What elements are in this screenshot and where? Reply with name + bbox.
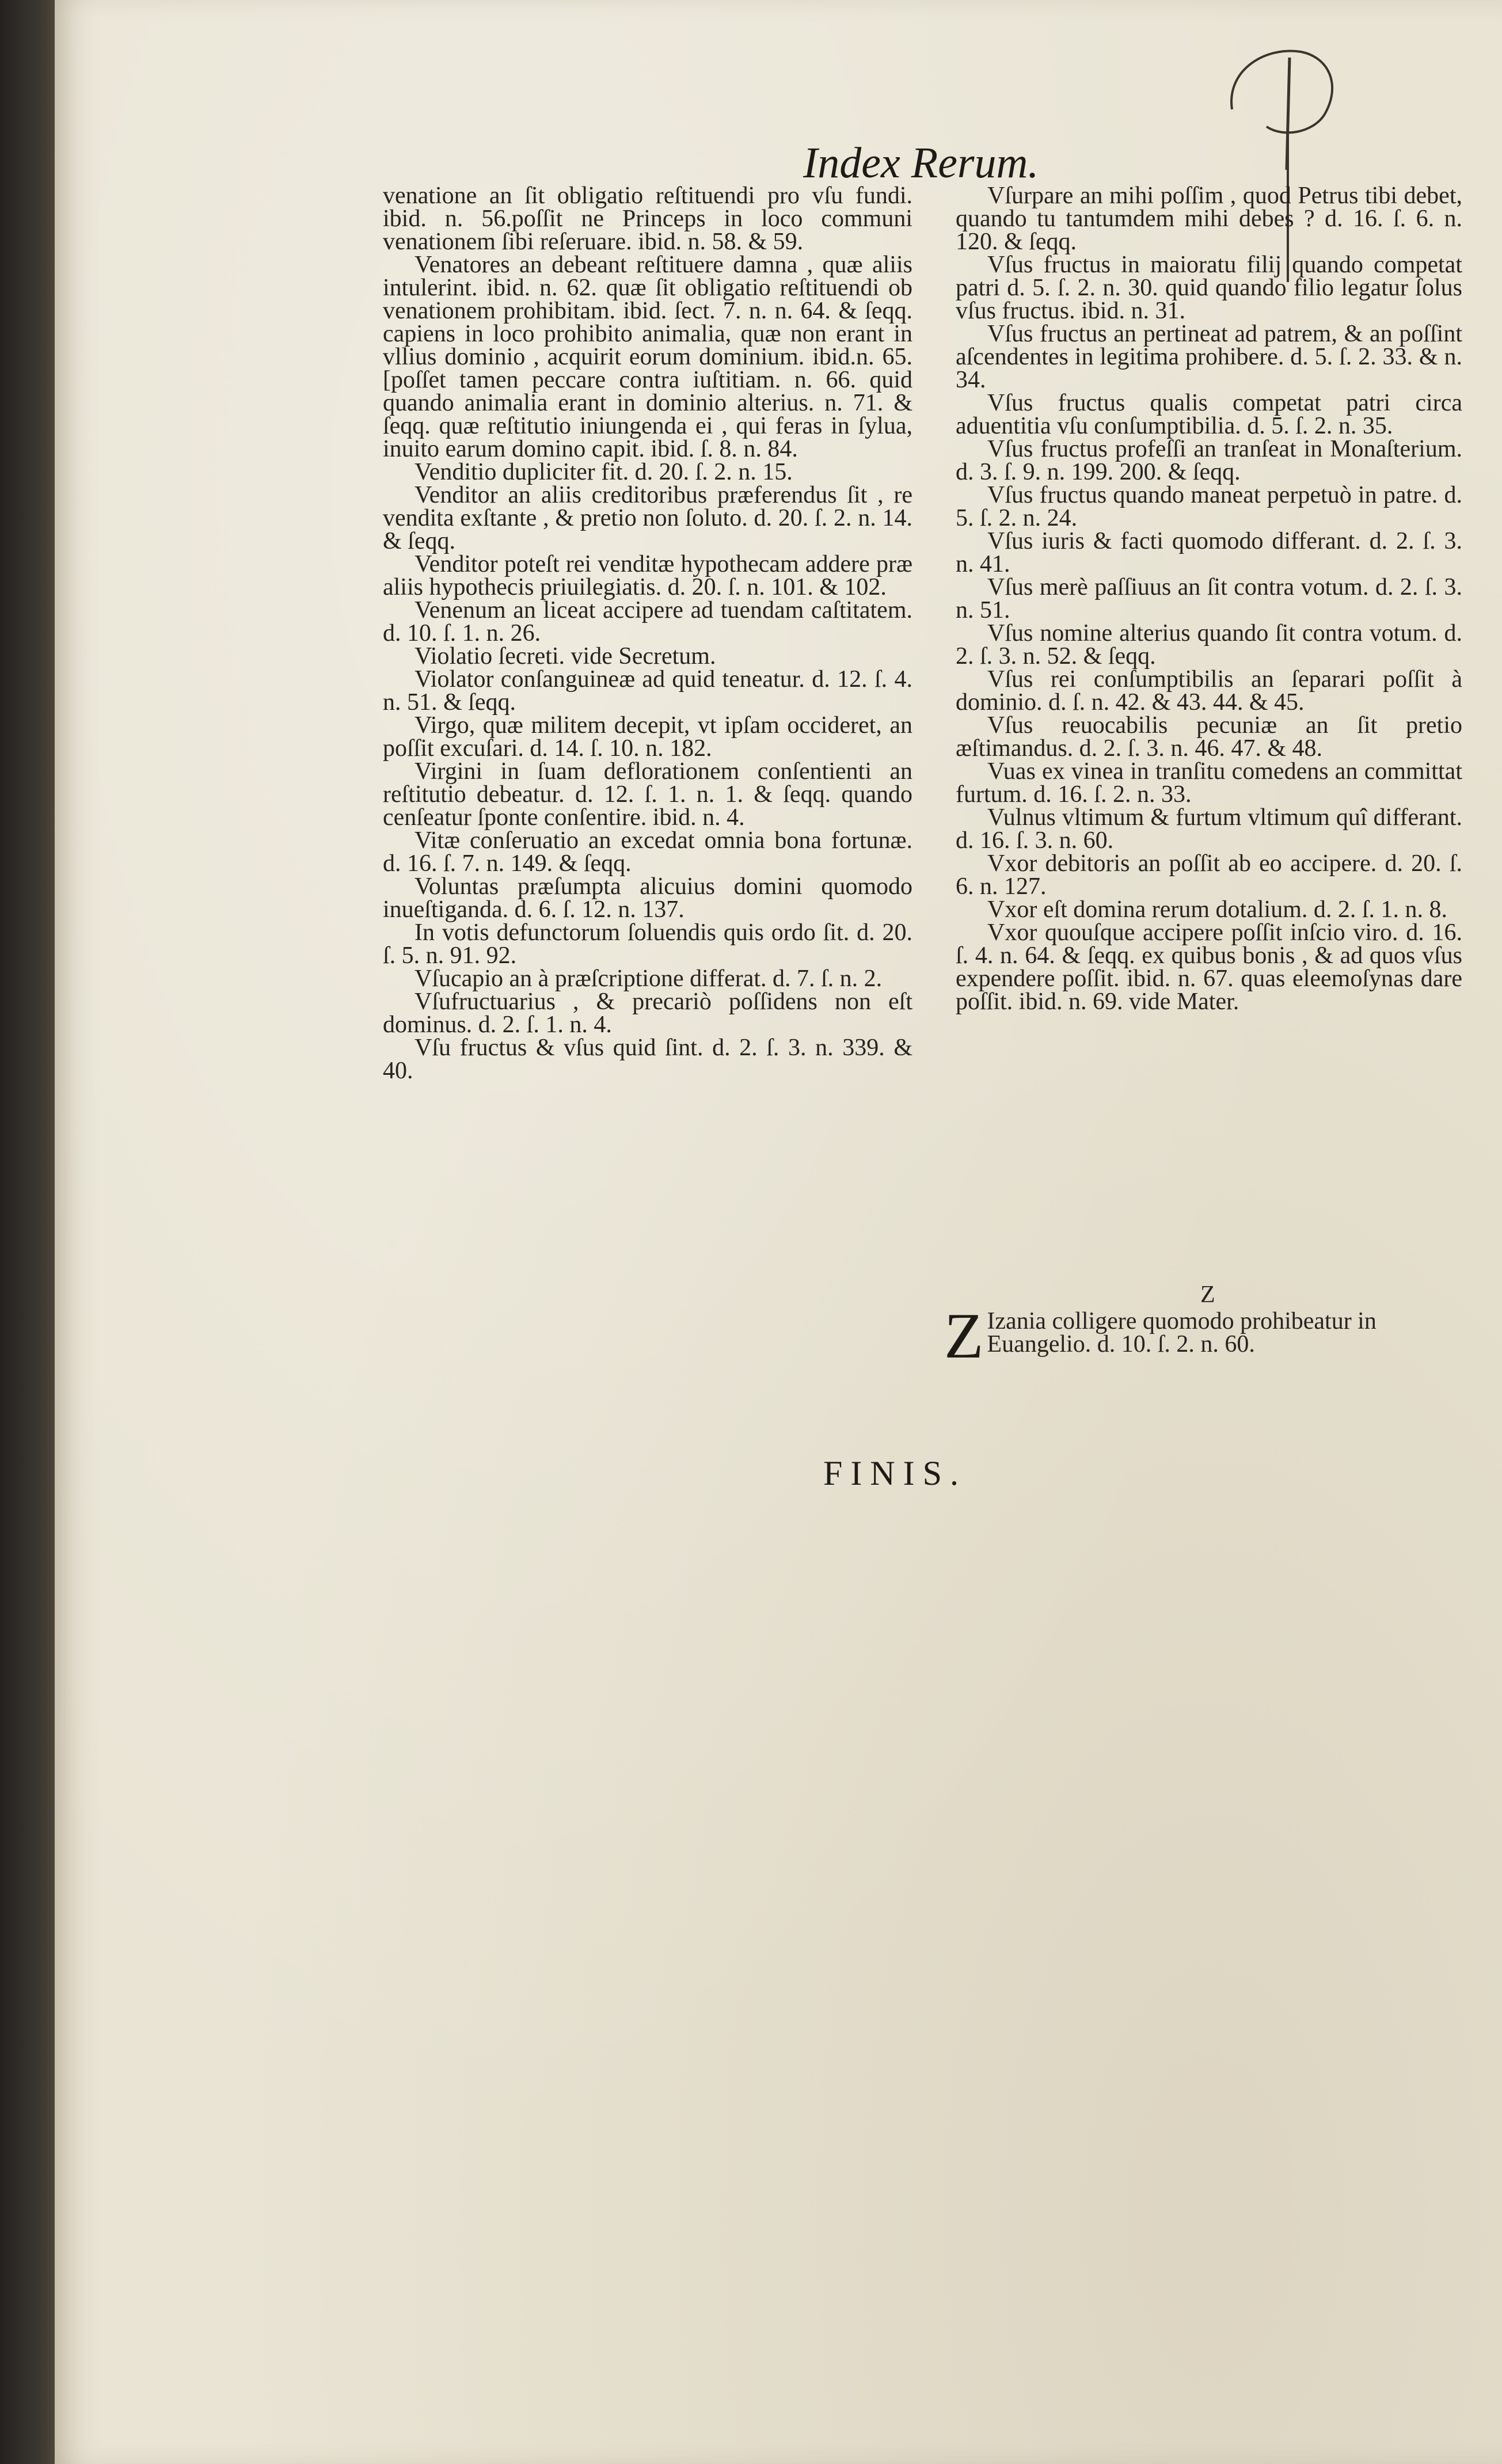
index-entry: Voluntas præſumpta alicuius domini quomodo inueſtiganda. d. 6. ſ. 12. n. 137. [383,873,912,923]
index-entry: Venenum an liceat accipere ad tuendam caſtitatem. d. 10. ſ. 1. n. 26. [383,597,912,647]
index-entry: Vuas ex vinea in tranſitu comedens an committat furtum. d. 16. ſ. 2. n. 33. [956,758,1462,808]
index-entry: Venatores an debeant reſtituere damna , quæ aliis intulerint. ibid. n. 62. quæ ſit obligatio reſtituendi ob venationem prohibitam. ibid. ſect. 7. n. n. 64. & ſeqq. capiens in loco prohibito animalia, quæ non erant in vllius dominio , acquirit eorum dominium. ibid.n. 65.[poſſet tamen peccare contra iuſtitiam. n. 66. quid quando animalia erant in dominio alterius. n. 71. & ſeqq. quæ reſtitutio iniungenda ei , qui feras in ſylua, inuito earum domino capit. ibid. ſ. 8. n. 84. [383,252,912,462]
index-entry: Virgo, quæ militem decepit, vt ipſam occideret, an poſſit excuſari. d. 14. ſ. 10. n. 182. [383,712,912,762]
index-entry: Venditio dupliciter fit. d. 20. ſ. 2. n. 15. [415,459,793,485]
index-entry: Violatio ſecreti. vide Secretum. [415,643,716,670]
index-entry: Vſus fructus quando maneat perpetuò in patre. d. 5. ſ. 2. n. 24. [956,482,1462,531]
drop-capital: Z [944,1301,984,1372]
index-entry: Venditor poteſt rei venditæ hypothecam addere præ aliis hypothecis priuilegiatis. d. 20. ſ. n. 101. & 102. [383,551,912,600]
index-entry: Vxor eſt domina rerum dotalium. d. 2. ſ. 1. n. 8. [987,896,1448,923]
page-header: Index Rerum. [803,139,1039,187]
handwritten-folio-mark [1215,35,1353,173]
z-index-entry [944,1301,1462,1372]
index-entry: Vſu fructus & vſus quid ſint. d. 2. ſ. 3. n. 339. & 40. [383,1035,912,1084]
index-entry: Vulnus vltimum & furtum vltimum quî differant. d. 16. ſ. 3. n. 60. [956,804,1462,854]
index-entry: Vſus merè paſſiuus an ſit contra votum. d. 2. ſ. 3. n. 51. [956,574,1462,623]
index-entry: Vſus fructus qualis competat patri circa aduentitia vſu conſumptibilia. d. 5. ſ. 2. n. 35. [956,390,1462,439]
finis-label: FINIS. [823,1454,967,1492]
index-entry: Vſufructuarius , & precariò poſſidens non eſt dominus. d. 2. ſ. 1. n. 4. [383,988,912,1038]
index-entry: Vſus reuocabilis pecuniæ an ſit pretio æſtimandus. d. 2. ſ. 3. n. 46. 47. & 48. [956,712,1462,762]
index-entry: Vſus nomine alterius quando ſit contra votum. d. 2. ſ. 3. n. 52. & ſeqq. [956,620,1462,670]
index-entry: venatione an ſit obligatio reſtituendi pro vſu fundi. ibid. n. 56.poſſit ne Princeps in loco communi venationem ſibi reſeruare. ibid. n. 58. & 59. [383,182,912,255]
section-letter-heading: Z [1200,1282,1215,1308]
index-entry: Vxor debitoris an poſſit ab eo accipere. d. 20. ſ. 6. n. 127. [956,850,1462,900]
index-entry: In votis defunctorum ſoluendis quis ordo ſit. d. 20. ſ. 5. n. 91. 92. [383,919,912,969]
index-entry: Vitæ conſeruatio an excedat omnia bona fortunæ. d. 16. ſ. 7. n. 149. & ſeqq. [383,827,912,877]
book-gutter-edge [0,0,55,2464]
index-entry: Virgini in ſuam deflorationem conſentienti an reſtitutio debeatur. d. 12. ſ. 1. n. 1. & ſeqq. quando cenſeatur ſponte conſentire. ibid. n. 4. [383,758,912,831]
index-entry: Vſus fructus in maioratu filij quando competat patri d. 5. ſ. 2. n. 30. quid quando filio legatur ſolus vſus fructus. ibid. n. 31. [956,252,1462,324]
right-column [956,184,1462,1013]
index-entry: Violator conſanguineæ ad quid teneatur. d. 12. ſ. 4. n. 51. & ſeqq. [383,666,912,716]
z-entry-text: Izania colligere quomodo prohibeatur in Euangelio. d. 10. ſ. 2. n. 60. [987,1308,1376,1358]
index-entry: Vſus iuris & facti quomodo differant. d. 2. ſ. 3. n. 41. [956,528,1462,577]
index-entry: Venditor an aliis creditoribus præferendus ſit , re vendita exſtante , & pretio non ſoluto. d. 20. ſ. 2. n. 14. & ſeqq. [383,482,912,554]
index-entry: Vſus fructus an pertineat ad patrem, & an poſſint aſcendentes in legitima prohibere. d. 5. ſ. 2. 33. & n. 34. [956,321,1462,393]
index-entry: Vſus rei conſumptibilis an ſeparari poſſit à dominio. d. ſ. n. 42. & 43. 44. & 45. [956,666,1462,716]
index-entry: Vſurpare an mihi poſſim , quod Petrus tibi debet, quando tu tantumdem mihi debes ? d. 16. ſ. 6. n. 120. & ſeqq. [956,182,1462,255]
index-entry: Vſus fructus profeſſi an tranſeat in Monaſterium. d. 3. ſ. 9. n. 199. 200. & ſeqq. [956,436,1462,485]
index-entry: Vxor quouſque accipere poſſit inſcio viro. d. 16. ſ. 4. n. 64. & ſeqq. ex quibus bonis , & ad quos vſus expendere poſſit. ibid. n. 67. quas eleemoſynas dare poſſit. ibid. n. 69. vide Mater. [956,919,1462,1015]
left-column [383,184,912,1082]
index-entry: Vſucapio an à præſcriptione differat. d. 7. ſ. n. 2. [415,965,883,992]
